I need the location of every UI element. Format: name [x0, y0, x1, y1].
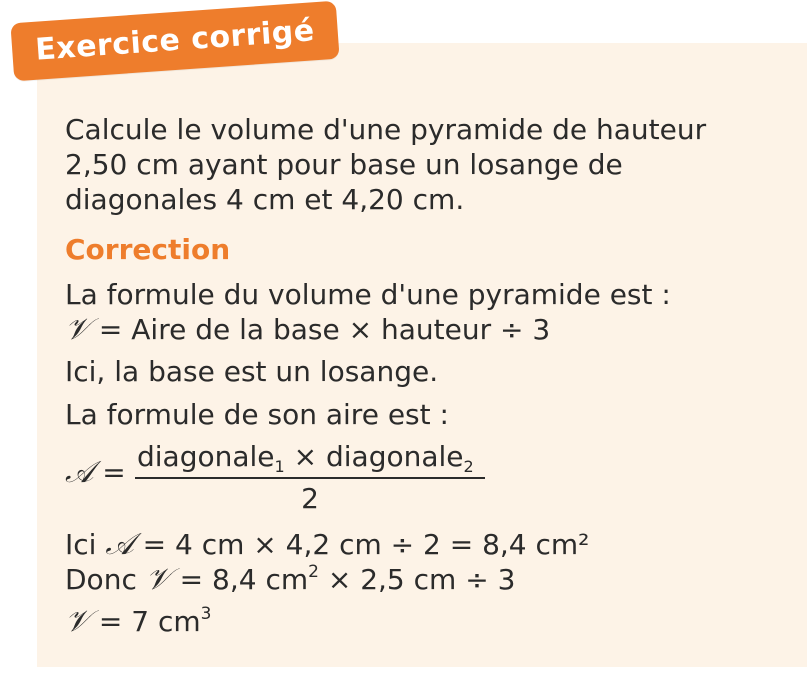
- volume-calculation-line: [65, 563, 515, 597]
- base-line: Ici, la base est un losange.: [65, 355, 439, 388]
- area-intro: La formule de son aire est :: [65, 398, 449, 431]
- diagonal-term-1: diagonale: [137, 440, 275, 473]
- volume-symbol-result: 𝒱: [65, 604, 90, 639]
- volume-symbol-calc: 𝒱: [145, 562, 171, 597]
- volume-formula-line: [65, 313, 550, 347]
- badge-label: Exercice corrigé: [34, 13, 316, 68]
- times-sign: ×: [284, 440, 326, 473]
- volume-calc-part-b: × 2,5 cm ÷ 3: [318, 563, 516, 596]
- volume-formula: = Aire de la base × hauteur ÷ 3: [98, 313, 551, 346]
- diagonal-sub-1: 1: [274, 457, 285, 476]
- diagonal-term-2: diagonale: [325, 440, 464, 473]
- area-symbol: 𝒜: [65, 455, 94, 490]
- result-line: [65, 605, 211, 639]
- area-symbol-calc: 𝒜: [105, 527, 134, 562]
- donc-label: Donc: [65, 563, 137, 596]
- correction-heading: Correction: [65, 233, 231, 266]
- result-value: = 7 cm: [98, 605, 201, 638]
- statement-line-1: Calcule le volume d'une pyramide de hauteur: [65, 113, 707, 146]
- area-fraction-lhs: [65, 456, 126, 490]
- fraction-denominator: 2: [301, 482, 319, 515]
- fraction-bar: [135, 477, 485, 479]
- ici-label: Ici: [65, 528, 97, 561]
- statement-line-3: diagonales 4 cm et 4,20 cm.: [65, 183, 465, 216]
- result-exponent: 3: [200, 604, 212, 624]
- volume-calc-exponent: 2: [308, 562, 319, 582]
- area-equals: =: [102, 456, 126, 489]
- volume-symbol: 𝒱: [65, 312, 90, 347]
- area-calculation-line: [65, 528, 589, 562]
- area-fraction-formula: [65, 440, 525, 520]
- volume-calc-part-a: = 8,4 cm: [179, 563, 309, 596]
- statement-line-2: 2,50 cm ayant pour base un losange de: [65, 148, 623, 181]
- area-calculation: = 4 cm × 4,2 cm ÷ 2 = 8,4 cm²: [142, 528, 590, 561]
- fraction-numerator: [137, 440, 474, 474]
- diagonal-sub-2: 2: [463, 457, 474, 476]
- formula-intro: La formule du volume d'une pyramide est :: [65, 278, 671, 311]
